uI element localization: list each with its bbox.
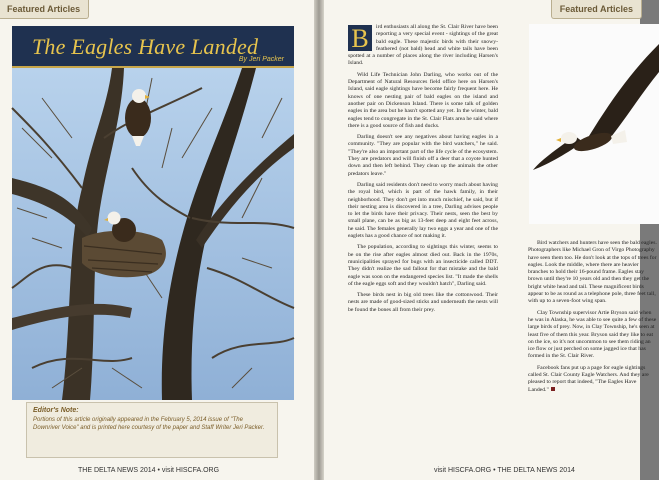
article-paragraph: Wild Life Technician John Darling, who works out of the Department of Natural Resources field office here on Harsen's Island, said eagle sightings have become fairly frequent here. He knows of one nesting pair of bald eagles on the island and another pair on Dickenson Island. There is some talk of golden eagles in the area but he hasn't spotted any yet. In the winter, bald eagles tend to congregate in the St. Clair Flats area he said where there is a good source of fish and ducks. bbox=[348, 71, 498, 129]
editors-note-title: Editor's Note: bbox=[33, 407, 79, 414]
end-mark-icon bbox=[551, 387, 555, 391]
article-paragraph: Bird watchers and hunters have seen the bald eagles. Photographers like Michael Gron of Virgo Photography have seen them too. He don't look at the tops of trees for eagles. Look the middle, where there are heavier branches to hold their 16-pound frame. Eagles stay brown until they're 10 years old and then they get the bright white head and tail. These magnificent birds appear to be as round as a telephone pole, three feet tall, with up to a seven-foot wing span. bbox=[528, 240, 657, 305]
section-tab-right: Featured Articles bbox=[551, 0, 642, 19]
flying-eagle-photo bbox=[529, 24, 659, 224]
left-page bbox=[0, 0, 314, 480]
article-byline: By Jeri Packer bbox=[238, 56, 284, 63]
right-page bbox=[324, 0, 657, 480]
section-tab: Featured Articles bbox=[0, 0, 89, 19]
article-paragraph: The population, according to sightings this winter, seems to be on the rise after eagles almost died out. Back in the 1970s, municipalities sprayed for bugs with an insecticide called DDT. They didn't realize the sad fallout for that mistake and the bald eagle was soon on the endangered species list. "It made the shells of the eagle eggs soft and they wouldn't hatch", Darling said. bbox=[348, 244, 498, 287]
title-banner bbox=[12, 26, 294, 68]
article-paragraph: B ird enthusiasts all along the St. Clair River have been reporting a very special event - sightings of the great bald eagle. These majestic birds with their snowy-feathered (not bald) head and white tails have been spotted at a number of places along the river including Harsen's Island. bbox=[348, 24, 498, 67]
footer-left: THE DELTA NEWS 2014 • visit HISCFA.ORG bbox=[78, 467, 220, 474]
article-side-column bbox=[528, 240, 658, 398]
editors-note bbox=[26, 402, 278, 458]
drop-cap: B bbox=[348, 25, 372, 51]
eagle-nest-photo bbox=[12, 68, 294, 400]
article-paragraph: Darling said residents don't need to worry much about having the royal bird, which is part of the hawk family, in their neighborhood. They don't get into much mischief, he said, but if their nesting area is discovered in a tree, Darling advises people to let the birds have their privacy. Their nests, seen the best by small plane, can be as big as 13-feet deep and eight feet across, he said. The females generally lay two eggs a year and one of the eaglets has a good chance of not making it. bbox=[348, 181, 498, 240]
article-title: The Eagles Have Landed bbox=[32, 34, 259, 59]
article-paragraph: Darling doesn't see any negatives about having eagles in a community. "They are popular with the bird watchers," he said. "They're also an important part of the life cycle of the ecosystem. They are predators and will finish off a deer that a coyote hunted down and then left behind. They clean up the animals the other predators leave." bbox=[348, 134, 498, 177]
article-paragraph: Clay Township supervisor Artie Bryson said when he was in Alaska, he was able to see quite a few of these large birds of prey. Now, in Clay Township, he's seen at least five of them this year. Bryson said they like to eat on the ice, so it's not uncommon to see them riding an ice flow or just perched on some jagged ice that has formed in the St. Clair River. bbox=[528, 309, 657, 360]
footer-right: visit HISCFA.ORG • THE DELTA NEWS 2014 bbox=[434, 467, 575, 474]
editors-note-body: Portions of this article originally appeared in the February 5, 2014 issue of "The Downriver Voice" and is printed here courtesy of the paper and Staff Writer Jeri Packer. bbox=[33, 417, 265, 431]
page-gutter bbox=[314, 0, 324, 480]
article-paragraph: These birds nest in big old trees like the cottonwood. Their nests are made of good-sized sticks and underneath the nests will be found the bones all from their prey. bbox=[348, 292, 498, 313]
article-paragraph: Facebook fans put up a page for eagle sightings called St. Clair County Eagle Watchers. And they are pleased to report that indeed, "The Eagles Have Landed." bbox=[528, 364, 649, 393]
article-main-column bbox=[348, 24, 498, 318]
